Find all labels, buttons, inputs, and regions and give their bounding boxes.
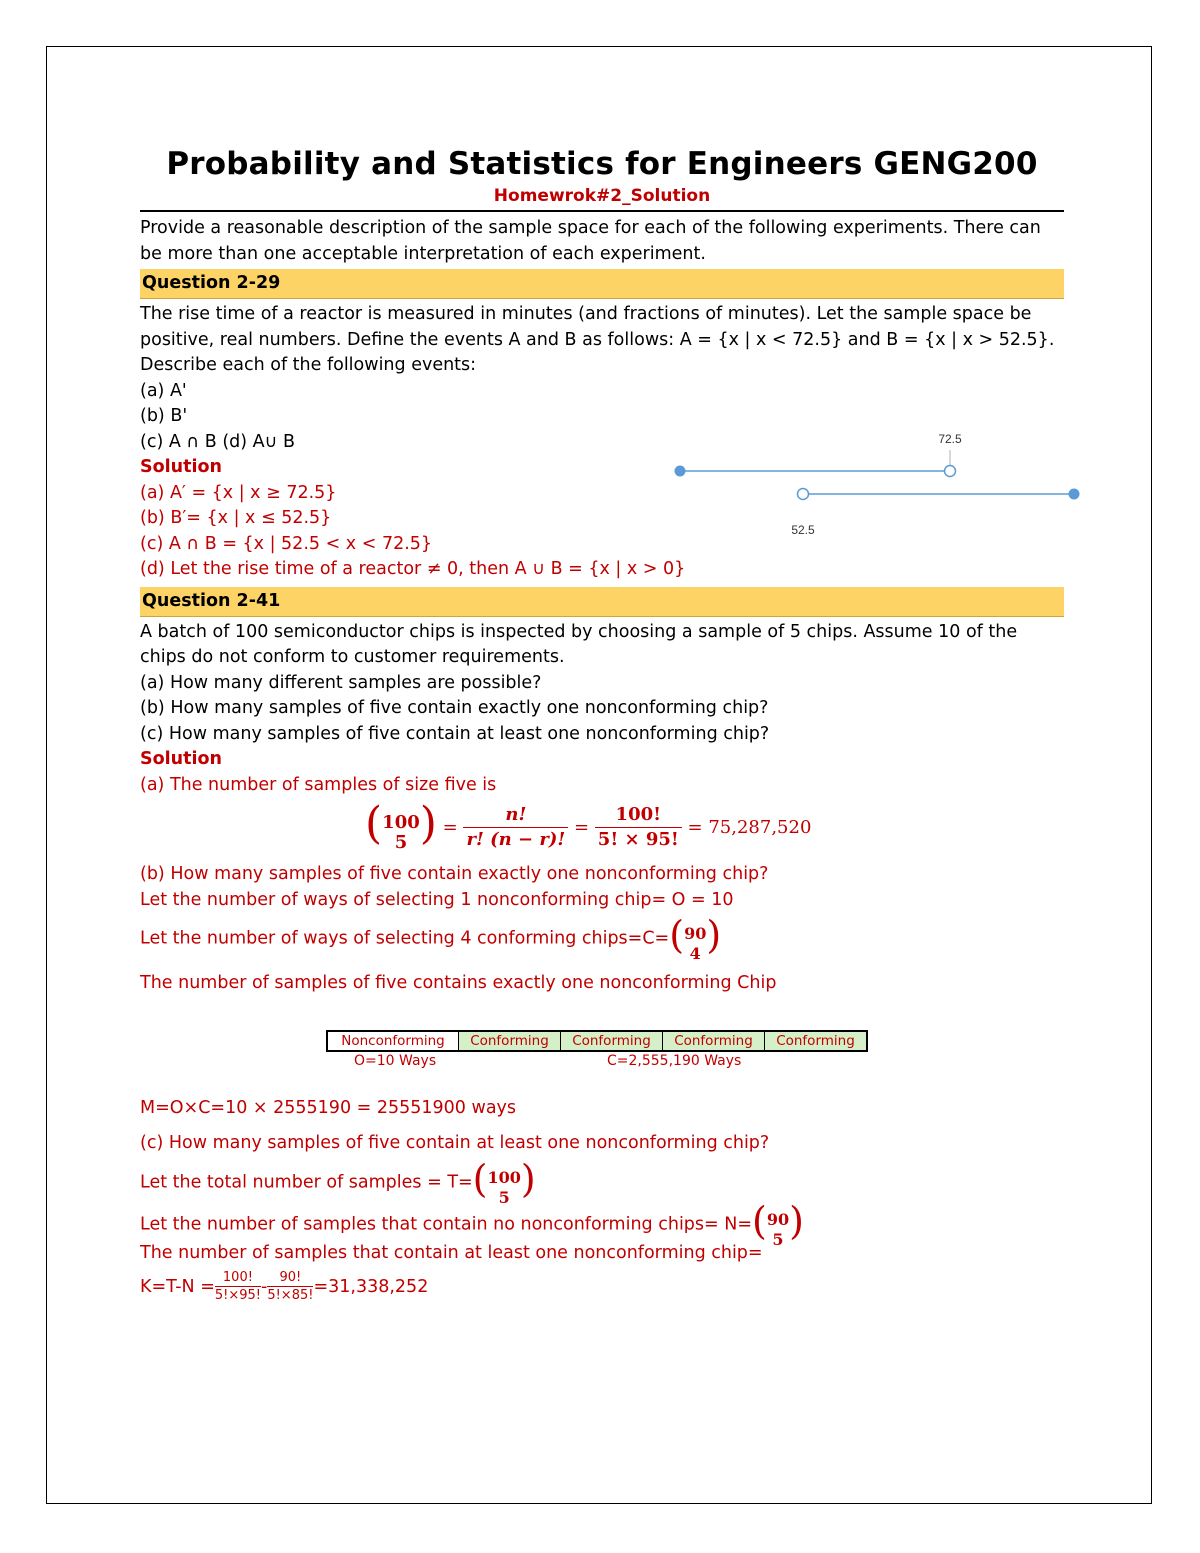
q41-part-a: (a) How many different samples are possible?	[140, 672, 542, 693]
factorial-formula: $\frac{n!}{r! (n - r)!}$	[463, 803, 568, 852]
chip-cell-conforming: Conforming	[765, 1031, 868, 1051]
document-body	[140, 144, 1064, 997]
q41-part-c: (c) How many samples of five contain at least one nonconforming chip?	[140, 723, 770, 744]
q29-part-b: (b) B'	[140, 406, 188, 426]
label-52-5: 52.5	[791, 523, 815, 537]
q41-solution-c-line2: Let the number of samples that contain no nonconforming chips= N=( 90 5 )	[140, 1199, 804, 1249]
chip-label-c: C=2,555,190 Ways	[607, 1053, 742, 1069]
chip-cell-conforming: Conforming	[561, 1031, 663, 1051]
k-fraction-1: $\frac{100!}{5!\times 95!}$	[214, 1270, 261, 1303]
k-fraction-2: $\frac{90!}{5!\times 85!}$	[267, 1270, 314, 1303]
q41-solution-c-line1: Let the total number of samples = T=( 100 5 )	[140, 1157, 536, 1207]
equation-result: = 75,287,520	[687, 817, 812, 838]
chip-cell-conforming: Conforming	[663, 1031, 765, 1051]
q41-solution-b-line3: The number of samples of five contains exactly one nonconforming Chip	[140, 973, 777, 993]
q29-solution-label: Solution	[140, 457, 222, 477]
title-divider	[140, 210, 1064, 212]
q29-part-cd: (c) A ∩ B (d) A∪ B	[140, 431, 295, 452]
q41-part-b: (b) How many samples of five contain exactly one nonconforming chip?	[140, 698, 769, 718]
interval-a-open-endpoint	[945, 466, 956, 477]
q41-solution-c-result: K=T-N = $\frac{100!}{5!\times 95!}$ - $\frac{90!}{5!\times 85!}$ =31,338,252	[140, 1270, 429, 1303]
binom-100-5: ( 100 5 )	[365, 798, 437, 853]
q41-solution-b-line1: Let the number of ways of selecting 1 nonconforming chip= O = 10	[140, 889, 734, 910]
q41-solution-a: (a) The number of samples of size five is	[140, 774, 497, 795]
q29-part-a: (a) A'	[140, 380, 187, 401]
q29-text: The rise time of a reactor is measured in minutes (and fractions of minutes). Let the sample space be positive, real numbers. Define the events A and B as follows: A = {x | x < 72.5} and B = {x | x > 52.5}. Describe each of the following events:	[140, 304, 1055, 375]
binom-90-5: ( 90 5 )	[752, 1199, 804, 1249]
q41-solution-c-question: (c) How many samples of five contain at least one nonconforming chip?	[140, 1133, 770, 1153]
factorial-values: $\frac{100!}{5! \times 95!}$	[595, 803, 682, 852]
interval-a-start-point	[675, 466, 686, 477]
page-subtitle: Homewrok#2_Solution	[493, 186, 711, 206]
chip-cell-nonconforming: Nonconforming	[327, 1031, 459, 1051]
q41-solution-c-line3: The number of samples that contain at least one nonconforming chip=	[140, 1243, 763, 1263]
combination-equation: ( 100 5 ) = $\frac{n!}{r! (n - r)!}$ = $\frac{100!}{5! \times 95!}$ = 75,287,520	[365, 798, 812, 853]
question-2-29-heading: Question 2-29	[140, 269, 1064, 299]
page-title: Probability and Statistics for Engineers GENG200	[166, 146, 1038, 182]
q41-solution-c-block	[140, 1094, 1064, 1307]
q41-solution-b-line2: Let the number of ways of selecting 4 conforming chips=C=( 90 4 )	[140, 913, 722, 963]
interval-diagram	[660, 425, 1090, 545]
q29-solution-d: (d) Let the rise time of a reactor ≠ 0, then A ∪ B = {x | x > 0}	[140, 559, 686, 579]
q41-solution-label: Solution	[140, 749, 222, 769]
q29-solution-a: (a) A′ = {x | x ≥ 72.5}	[140, 482, 337, 503]
q29-solution-c: (c) A ∩ B = {x | 52.5 < x < 72.5}	[140, 533, 433, 554]
q29-solution-b: (b) B′= {x | x ≤ 52.5}	[140, 508, 332, 528]
question-2-41-heading: Question 2-41	[140, 587, 1064, 617]
q41-solution-b-result: M=O×C=10 × 2555190 = 25551900 ways	[140, 1098, 517, 1118]
label-72-5: 72.5	[938, 432, 962, 446]
interval-b-end-point	[1069, 489, 1080, 500]
interval-b-open-endpoint	[798, 489, 809, 500]
binom-100-5-total: ( 100 5 )	[472, 1157, 536, 1207]
intro-text: Provide a reasonable description of the sample space for each of the following experiments. There can be more than one acceptable interpretation of each experiment.	[140, 218, 1041, 264]
q41-solution-b-question: (b) How many samples of five contain exactly one nonconforming chip?	[140, 864, 769, 884]
binom-90-4: ( 90 4 )	[669, 913, 722, 963]
chip-label-o: O=10 Ways	[354, 1053, 437, 1069]
chip-cell-conforming: Conforming	[459, 1031, 561, 1051]
chip-sample-table	[326, 1030, 868, 1052]
q41-text: A batch of 100 semiconductor chips is inspected by choosing a sample of 5 chips. Assume 10 of the chips do not conform to customer requirements.	[140, 621, 1018, 667]
